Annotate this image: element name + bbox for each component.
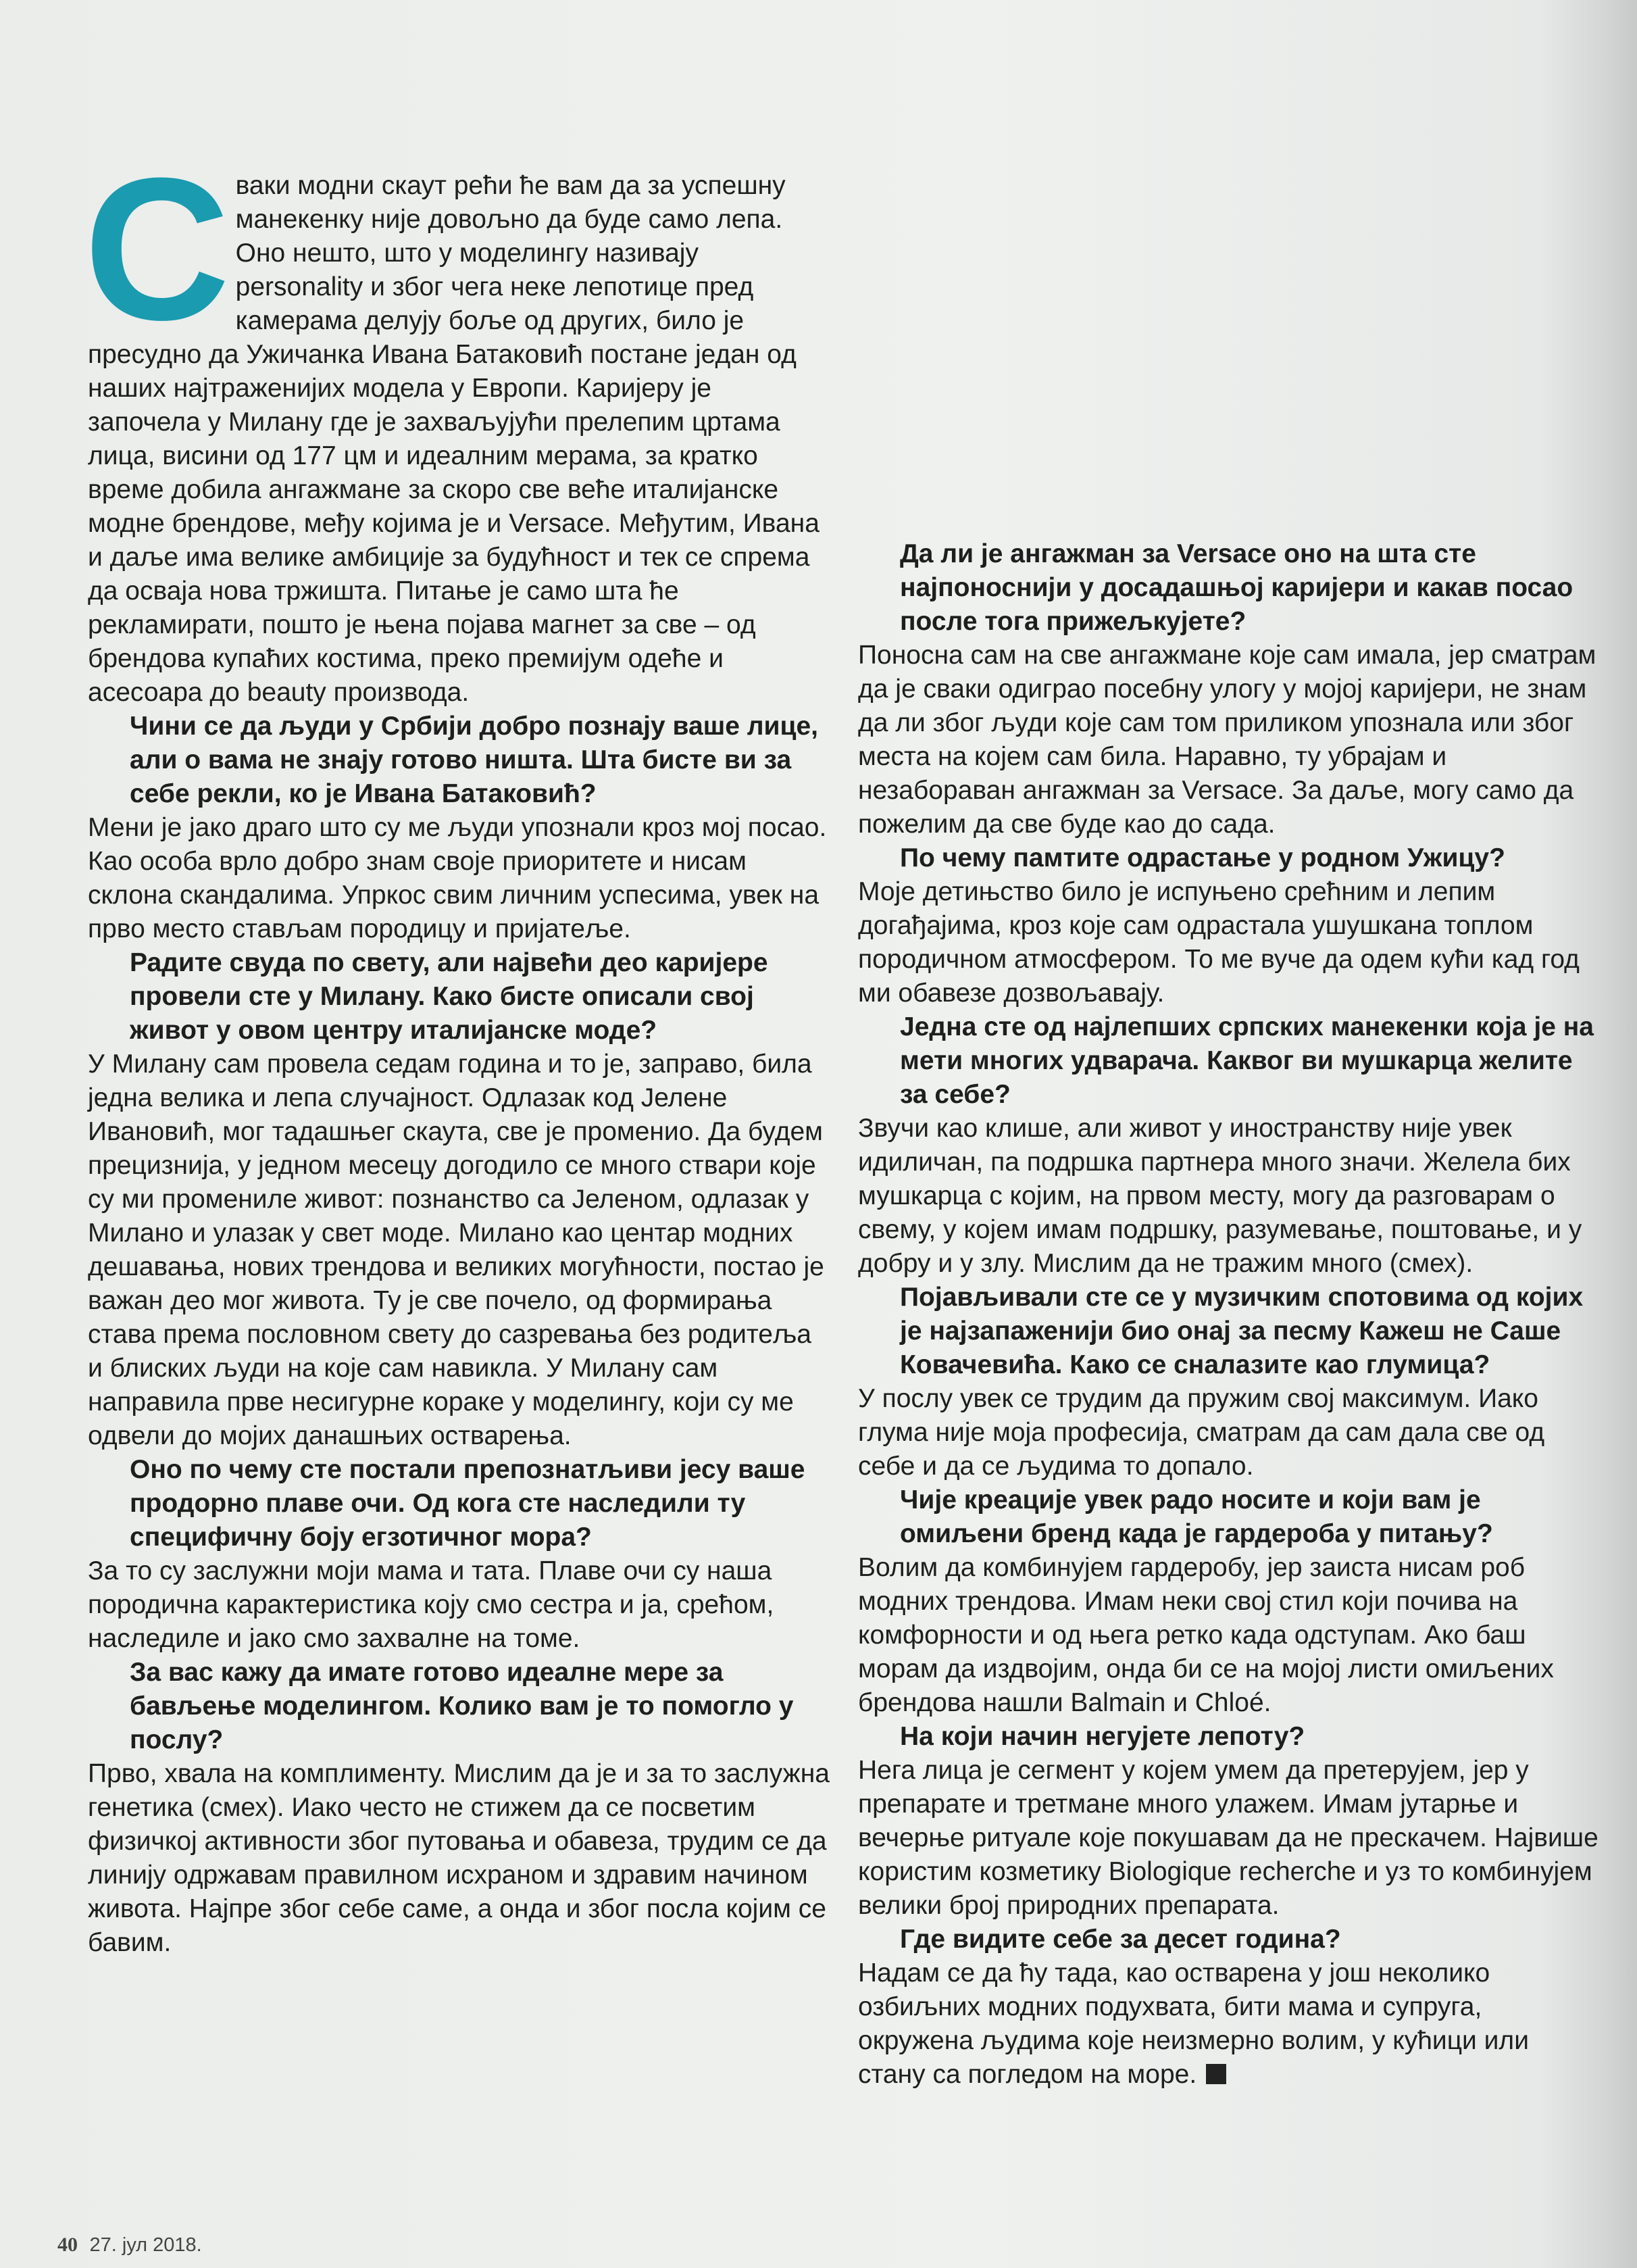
question: Оно по чему сте постали препознатљиви јесу ваше продорно плаве очи. Од кога сте наследили ту специфичну боју егзотичног мора? xyxy=(130,1455,805,1552)
final-answer xyxy=(858,1956,1601,2092)
question: По чему памтите одрастање у родном Ужицу? xyxy=(900,843,1505,872)
issue-date: 27. јул 2018. xyxy=(89,2234,202,2256)
answer: Моје детињство било је испуњено срећним и лепим догађајима, кроз које сам одрастала ушушкана топлом породичном атмосфером. То ме вуче да одем кући кад год ми обавезе дозвољавају. xyxy=(858,877,1580,1008)
page-footer xyxy=(57,2234,202,2257)
question: Да ли је ангажман за Versace оно на шта сте најпоноснији у досадашњој каријери и какав посао после тога прижељкујете? xyxy=(900,539,1573,636)
question: Једна сте од најлепших српских манекенки која је на мети многих удварача. Каквог ви мушкарца желите за себе? xyxy=(900,1012,1594,1109)
question: Чије креације увек радо носите и који вам је омиљени бренд када је гардероба у питању? xyxy=(900,1485,1493,1548)
intro-text: ваки модни скаут рећи ће вам да за успешну манекенку није довољно да буде само лепа. Оно нешто, што у моделингу називају personality и због чега неке лепотице пред камерама делују боље од других, било је пресудно да Ужичанка Ивана Батаковић постане један од наших најтраженијих модела у Европи. Каријеру је започела у Милану где је захваљујући прелепим цртама лица, висини од 177 цм и идеалним мерама, за кратко време добила ангажмане за скоро све веће италијанске модне брендове, међу којима је и Versace. Међутим, Ивана и даље има велике амбиције за будућност и тек се спрема да осваја нова тржишта. Питање је само шта ће рекламирати, пошто је њена појава магнет за све – од брендова купаћих костима, преко премијум одеће и асесоара до beauty производа. xyxy=(88,171,820,707)
answer-text: Надам се да ћу тада, као остварена у још неколико озбиљних модних подухвата, бити мама и супруга, окружена људима које неизмерно волим, у кућици или стану са погледом на море. xyxy=(858,1958,1529,2089)
answer: У послу увек се трудим да пружим свој максимум. Иако глума није моја професија, сматрам да сам дала све од себе и да се људима то допало. xyxy=(858,1384,1545,1481)
question: Чини се да људи у Србији добро познају ваше лице, али о вама не знају готово ништа. Шта бисте ви за себе рекли, ко је Ивана Батаковић? xyxy=(130,712,818,808)
question: Где видите себе за десет година? xyxy=(900,1925,1341,1954)
answer: Прво, хвала на комплименту. Мислим да је и за то заслужна генетика (смех). Иако често не стижем да се посветим физичкој активности због путовања и обавеза, трудим се да линију одржавам правилном исхраном и здравим начином живота. Најпре због себе саме, а онда и због посла којим се бавим. xyxy=(88,1759,830,1957)
question: За вас кажу да имате готово идеалне мере за бављење моделингом. Колико вам је то помогло у послу? xyxy=(130,1658,794,1754)
question: На који начин негујете лепоту? xyxy=(900,1722,1305,1751)
page-number: 40 xyxy=(57,2234,78,2256)
right-column xyxy=(858,537,1601,2092)
answer: Звучи као клише, али живот у иностранству није увек идиличан, па подршка партнера много значи. Желела бих мушкарца с којим, на првом месту, могу да разговарам о свему, у којем имам подршку, разумевање, поштовање, и у добру и у злу. Мислим да не тражим много (смех). xyxy=(858,1114,1582,1278)
answer: За то су заслужни моји мама и тата. Плаве очи су наша породична карактеристика коју смо сестра и ја, срећом, наследиле и јако смо захвалне на томе. xyxy=(88,1556,774,1653)
answer: Поносна сам на све ангажмане које сам имала, јер сматрам да је сваки одиграо посебну улогу у мојој каријери, не знам да ли због људи које сам том приликом упознала или због места на којем сам била. Наравно, ту убрајам и незаборaван ангажман за Versace. За даље, могу само да пожелим да све буде као до сада. xyxy=(858,641,1596,839)
end-of-article-mark xyxy=(1206,2064,1226,2084)
answer: Волим да комбинујем гардеробу, јер заиста нисам роб модних трендова. Имам неки свој стил који почива на комфорности и од њега ретко када одступам. Ако баш морам да издвојим, онда би се на мојој листи омиљених брендова нашли Balmain и Chloé. xyxy=(858,1553,1554,1717)
intro-paragraph xyxy=(84,135,831,710)
answer: Мени је јако драго што су ме људи упознали кроз мој посао. Као особа врло добро знам своје приоритете и нисам склона скандалима. Упркос свим личним успесима, увек на прво место стављам породицу и пријатеље. xyxy=(88,813,827,943)
answer: Нега лица је сегмент у којем умем да претерујем, јер у препарате и третмане много улажем. Имам јутарње и вечерње ритуале које покушавам да не прескачем. Највише користим козметику Biologique recherche и уз то комбинујем велики број природних препарата. xyxy=(858,1756,1598,1920)
answer: У Милану сам провела седам година и то је, заправо, била једна велика и лепа случајност. Одлазак код Јелене Ивановић, мог тадашњег скаута, све је променио. Да будем прецизнија, у једном месецу догодило се много ствари које су ми промениле живот: познанство са Јеленом, одлазак у Милано и улазак у свет моде. Милано као центар модних дешавања, нових трендова и великих могућности, постао је важан део мог живота. Ту је све почело, од формирања става према пословном свету до сазревања без родитеља и блиских људи на које сам навикла. У Милану сам направила прве несигурне кораке у моделингу, који су ме одвели до мојих данашњих остварења. xyxy=(88,1050,824,1450)
question: Појављивали сте се у музичким спотовима од којих је најзапаженији био онај за песму Кажеш не Саше Ковачевића. Како се сналазите као глумица? xyxy=(900,1283,1584,1379)
question: Радите свуда по свету, али највећи део каријере провели сте у Милану. Како бисте описали свој живот у овом центру италијанске моде? xyxy=(130,948,768,1045)
left-column xyxy=(84,135,831,1960)
drop-cap: С xyxy=(84,135,226,362)
